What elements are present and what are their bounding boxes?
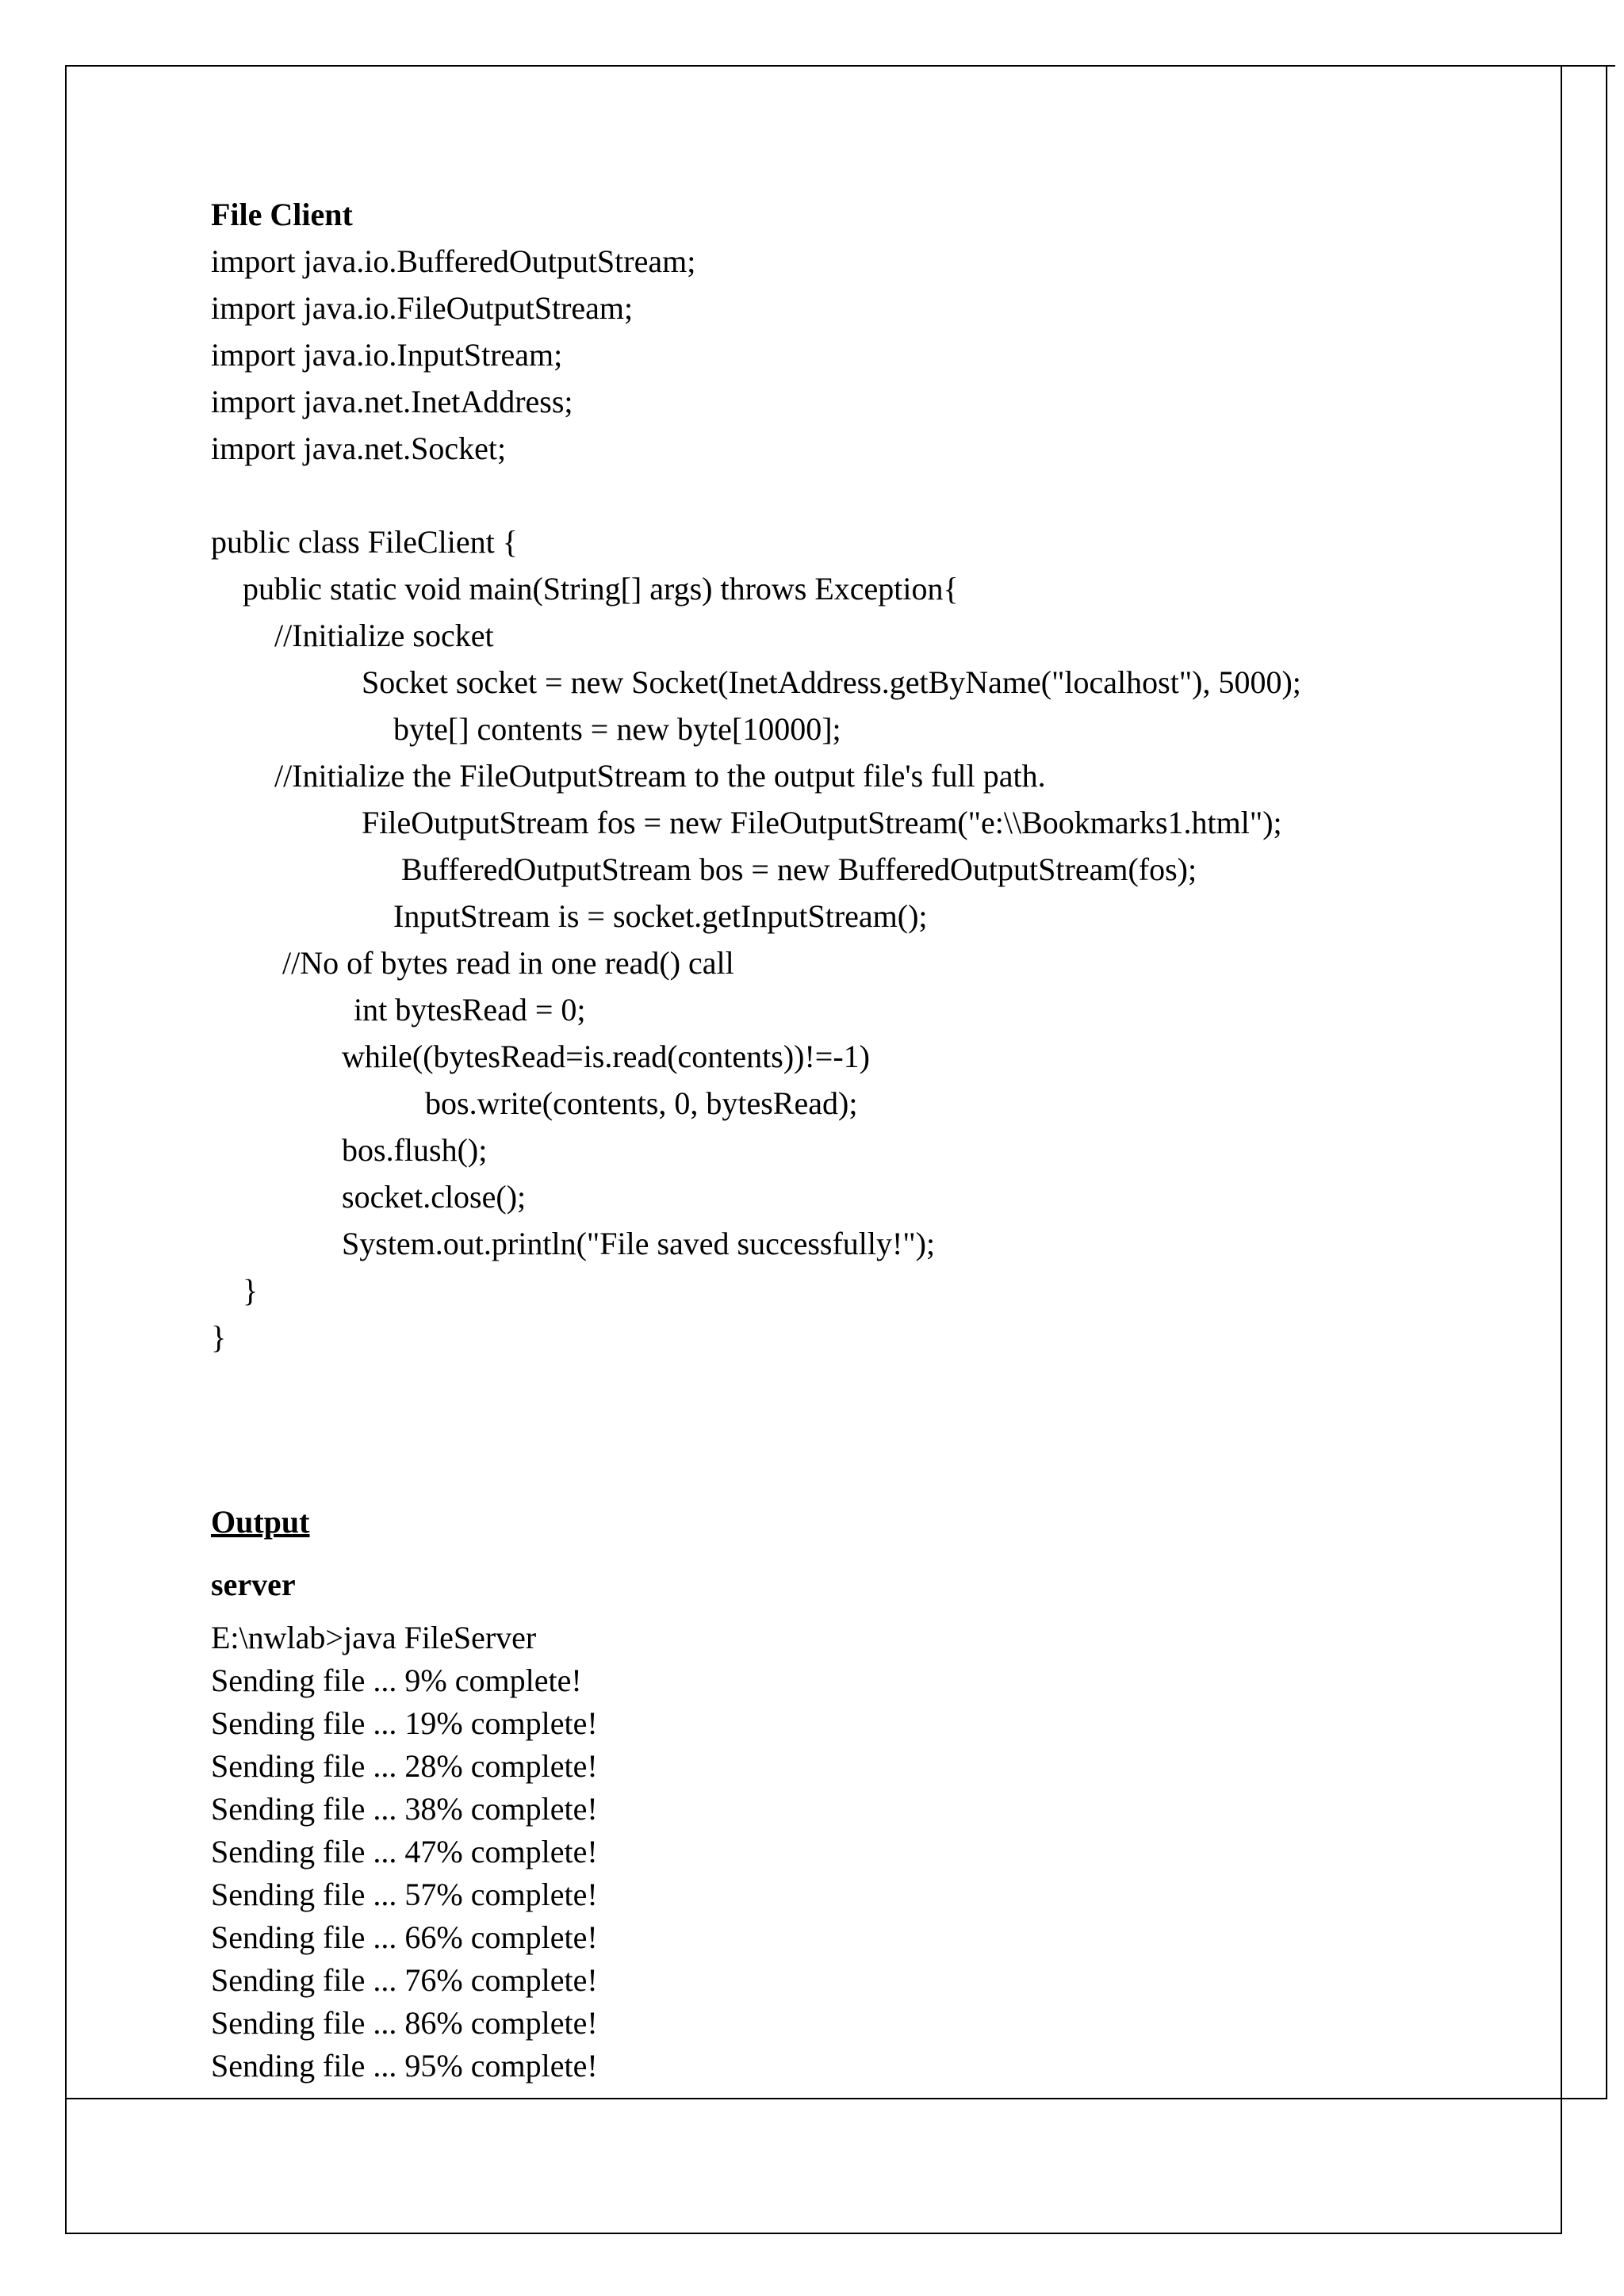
frame-left-border	[65, 65, 67, 2234]
code-line: import java.io.FileOutputStream;	[211, 290, 634, 326]
code-line: while((bytesRead=is.read(contents))!=-1)	[342, 1039, 870, 1074]
code-line: Socket socket = new Socket(InetAddress.getByName("localhost"), 5000);	[362, 664, 1301, 700]
frame-right-border	[1561, 65, 1562, 2234]
console-line: Sending file ... 95% complete!	[211, 2048, 598, 2084]
frame-bottom-border	[65, 2233, 1562, 2234]
console-line: E:\nwlab>java FileServer	[211, 1620, 537, 1655]
frame-footer-divider	[65, 2098, 1607, 2099]
console-line: Sending file ... 9% complete!	[211, 1663, 582, 1698]
console-line: Sending file ... 38% complete!	[211, 1791, 598, 1827]
code-line: bos.flush();	[342, 1132, 488, 1168]
code-line: bos.write(contents, 0, bytesRead);	[425, 1085, 858, 1121]
code-line: System.out.println("File saved successfully!");	[342, 1226, 936, 1261]
code-line: import java.net.InetAddress;	[211, 384, 573, 419]
console-line: Sending file ... 86% complete!	[211, 2005, 598, 2041]
console-line: Sending file ... 57% complete!	[211, 1877, 598, 1912]
output-subtitle: server	[211, 1567, 296, 1602]
code-line: InputStream is = socket.getInputStream();	[393, 898, 928, 934]
code-line: public static void main(String[] args) throws Exception{	[243, 571, 959, 607]
console-line: Sending file ... 28% complete!	[211, 1748, 598, 1784]
output-title: Output	[211, 1504, 310, 1540]
frame-outer-right-border	[1606, 65, 1607, 2099]
console-line: Sending file ... 76% complete!	[211, 1962, 598, 1998]
code-line: byte[] contents = new byte[10000];	[393, 711, 841, 747]
code-comment-line: //Initialize the FileOutputStream to the output file's full path.	[274, 758, 1046, 794]
code-line: BufferedOutputStream bos = new BufferedOutputStream(fos);	[401, 851, 1197, 887]
code-line: int bytesRead = 0;	[354, 992, 586, 1027]
code-line: socket.close();	[342, 1179, 527, 1215]
code-line: import java.io.BufferedOutputStream;	[211, 243, 696, 279]
console-line: Sending file ... 19% complete!	[211, 1705, 598, 1741]
frame-top-border	[65, 65, 1615, 67]
console-line: Sending file ... 47% complete!	[211, 1834, 598, 1869]
code-line: }	[211, 1319, 227, 1355]
code-comment-line: //No of bytes read in one read() call	[282, 945, 734, 981]
code-line: }	[243, 1272, 259, 1308]
code-line: FileOutputStream fos = new FileOutputStream("e:\\Bookmarks1.html");	[362, 805, 1282, 840]
code-line: import java.io.InputStream;	[211, 337, 563, 373]
console-line: Sending file ... 66% complete!	[211, 1919, 598, 1955]
section-title: File Client	[211, 197, 353, 232]
code-line: import java.net.Socket;	[211, 430, 507, 466]
code-line: public class FileClient {	[211, 524, 518, 560]
code-comment-line: //Initialize socket	[274, 618, 494, 653]
